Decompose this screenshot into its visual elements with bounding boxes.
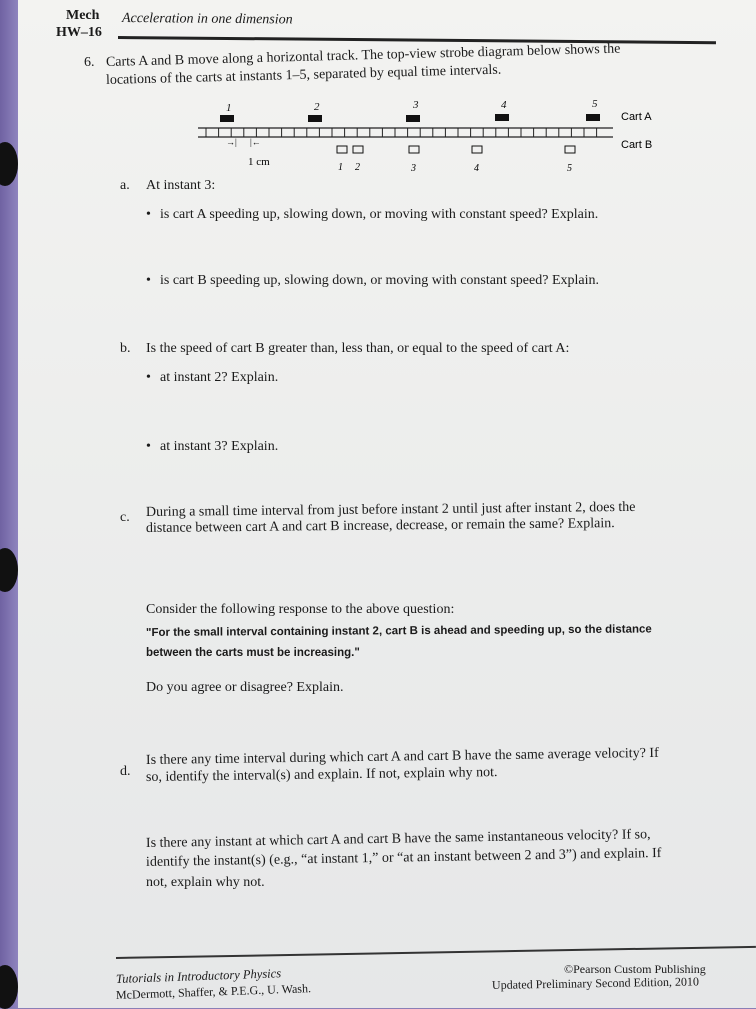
- instant-label-a2: 2: [314, 101, 320, 113]
- part-c-letter: c.: [120, 510, 130, 525]
- scale-arrow-right: |←: [250, 137, 261, 147]
- instant-label-a4: 4: [501, 99, 507, 111]
- problem-intro-line2: locations of the carts at instants 1–5, separated by equal time intervals.: [105, 62, 502, 88]
- cart-b-instant-1: 1: [338, 162, 343, 173]
- cart-a-position-1: [220, 115, 234, 122]
- part-d-line1: Is there any time interval during which cart A and cart B have the same average velocity? If: [145, 745, 659, 768]
- part-a-letter: a.: [120, 178, 130, 193]
- cart-b-label: Cart B: [621, 139, 653, 151]
- cart-b-instant-5: 5: [567, 163, 572, 174]
- part-c-consider: Consider the following response to the above question:: [146, 602, 455, 617]
- scale-arrow-left: →|: [226, 137, 237, 147]
- part-a-question-1: • is cart A speeding up, slowing down, or moving with constant speed? Explain.: [160, 207, 598, 223]
- binder-hole: [0, 965, 18, 1009]
- cart-a-position-3: [406, 115, 420, 122]
- cart-b-position-4: [472, 146, 482, 153]
- student-response-line2: between the carts must be increasing.": [146, 647, 360, 659]
- student-response-line1: "For the small interval containing instant 2, cart B is ahead and speeding up, so the distance: [145, 623, 652, 639]
- binder-hole: [0, 548, 18, 592]
- part-d-line2: so, identify the interval(s) and explain. If not, explain why not.: [145, 765, 498, 785]
- header-rule: [118, 36, 716, 44]
- problem-number: 6.: [84, 55, 95, 70]
- cart-a-position-4: [495, 114, 509, 121]
- cart-b-instant-4: 4: [474, 163, 479, 174]
- part-c-line2: distance between cart A and cart B increase, decrease, or remain the same? Explain.: [145, 516, 615, 536]
- problem-intro-line1: Carts A and B move along a horizontal track. The top-view strobe diagram below shows the: [105, 41, 621, 70]
- cart-b-position-2: [353, 146, 363, 153]
- part-c-agree-prompt: Do you agree or disagree? Explain.: [146, 680, 344, 695]
- strobe-diagram: [168, 95, 708, 185]
- binder-hole: [0, 142, 18, 186]
- cart-b-position-3: [409, 146, 419, 153]
- course-label: Mech: [66, 8, 100, 23]
- cart-b-position-1: [337, 146, 347, 153]
- part-a-prompt: At instant 3:: [146, 178, 216, 193]
- cart-b-instant-3: 3: [411, 163, 416, 174]
- cart-a-position-5: [586, 114, 600, 121]
- part-a-question-2: • is cart B speeding up, slowing down, or moving with constant speed? Explain.: [160, 273, 599, 289]
- part-d-letter: d.: [120, 764, 131, 779]
- instant-label-a3: 3: [413, 99, 419, 111]
- track-ticks: [206, 128, 597, 137]
- instant-label-a1: 1: [226, 102, 232, 114]
- part-b-letter: b.: [120, 341, 131, 356]
- worksheet-page: [18, 0, 756, 1008]
- cart-a-position-2: [308, 115, 322, 122]
- cart-b-position-5: [565, 146, 575, 153]
- footer-authors: McDermott, Shaffer, & P.E.G., U. Wash.: [115, 981, 312, 1002]
- homework-label: HW–16: [56, 25, 102, 40]
- part-d-line5: not, explain why not.: [146, 875, 265, 890]
- part-c-line1: During a small time interval from just before instant 2 until just after instant 2, does the: [145, 499, 636, 520]
- cart-b-instant-2: 2: [355, 162, 360, 173]
- part-d-line4: identify the instant(s) (e.g., “at instant 1,” or “at an instant between 2 and 3”) and explain. If: [145, 846, 662, 870]
- instant-label-a5: 5: [592, 98, 598, 110]
- part-b-question-1: • at instant 2? Explain.: [160, 370, 278, 386]
- footer-rule: [116, 946, 756, 959]
- part-b-prompt: Is the speed of cart B greater than, less than, or equal to the speed of cart A:: [146, 341, 570, 356]
- footer-edition: Updated Preliminary Second Edition, 2010: [491, 974, 700, 992]
- footer-publisher: ©Pearson Custom Publishing: [564, 962, 706, 976]
- cart-a-label: Cart A: [621, 111, 652, 123]
- footer-book-title: Tutorials in Introductory Physics: [115, 966, 282, 986]
- scale-label: 1 cm: [248, 156, 270, 168]
- part-d-line3: Is there any instant at which cart A and cart B have the same instantaneous velocity? If so,: [145, 827, 651, 851]
- binder-strip: [0, 0, 18, 1008]
- page-title: Acceleration in one dimension: [121, 11, 293, 28]
- part-b-question-2: • at instant 3? Explain.: [160, 439, 278, 455]
